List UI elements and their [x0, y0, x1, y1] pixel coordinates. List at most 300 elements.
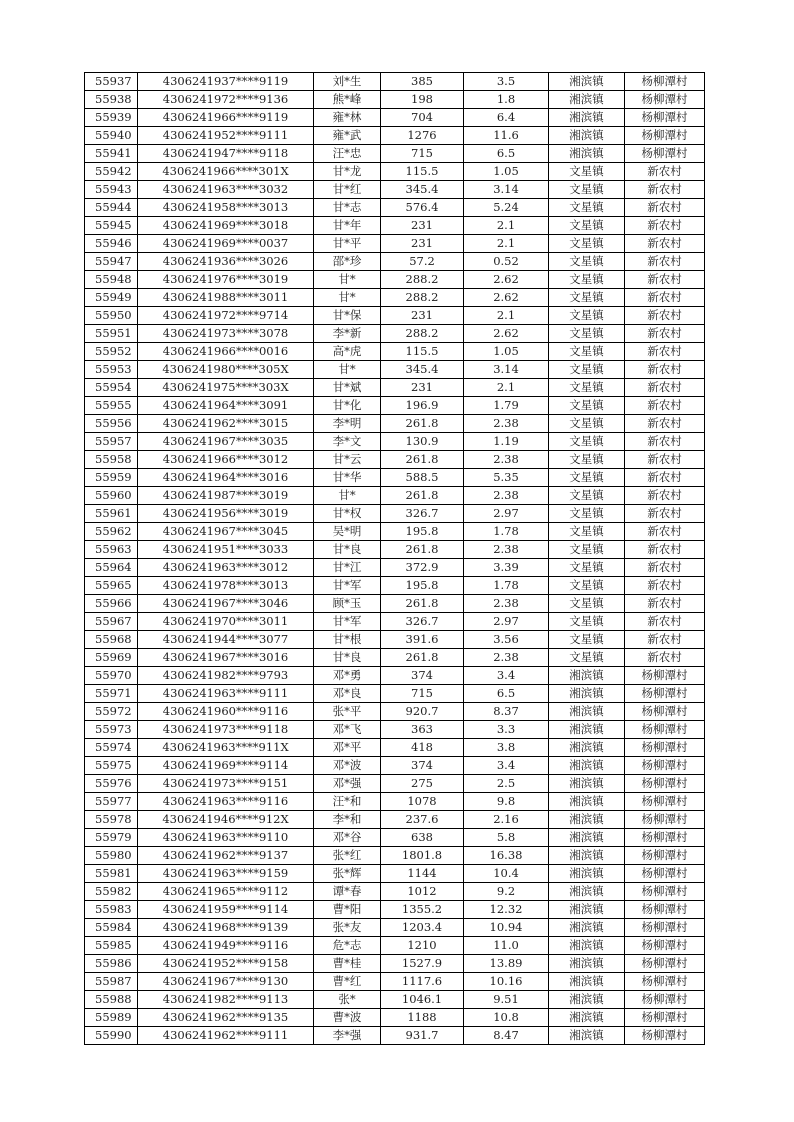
area-cell: 2.38: [464, 487, 549, 505]
amount-cell: 1527.9: [381, 955, 464, 973]
table-row: [85, 631, 705, 649]
id-number-cell: 4306241936****3026: [138, 253, 314, 271]
village-cell: 杨柳潭村: [625, 757, 705, 775]
serial-number-cell: 55952: [85, 343, 138, 361]
town-cell: 文星镇: [549, 199, 625, 217]
name-cell: 张*友: [314, 919, 381, 937]
village-cell: 新农村: [625, 415, 705, 433]
serial-number-cell: 55957: [85, 433, 138, 451]
table-row: [85, 289, 705, 307]
id-number-cell: 4306241973****9151: [138, 775, 314, 793]
area-cell: 2.38: [464, 541, 549, 559]
area-cell: 12.32: [464, 901, 549, 919]
id-number-cell: 4306241963****3012: [138, 559, 314, 577]
area-cell: 2.62: [464, 325, 549, 343]
table-row: [85, 199, 705, 217]
town-cell: 文星镇: [549, 325, 625, 343]
serial-number-cell: 55973: [85, 721, 138, 739]
table-row: [85, 973, 705, 991]
village-cell: 新农村: [625, 343, 705, 361]
id-number-cell: 4306241956****3019: [138, 505, 314, 523]
amount-cell: 261.8: [381, 487, 464, 505]
village-cell: 杨柳潭村: [625, 955, 705, 973]
id-number-cell: 4306241982****9793: [138, 667, 314, 685]
area-cell: 3.3: [464, 721, 549, 739]
area-cell: 9.8: [464, 793, 549, 811]
name-cell: 曹*波: [314, 1009, 381, 1027]
amount-cell: 1012: [381, 883, 464, 901]
id-number-cell: 4306241962****9135: [138, 1009, 314, 1027]
area-cell: 3.14: [464, 181, 549, 199]
area-cell: 3.14: [464, 361, 549, 379]
village-cell: 杨柳潭村: [625, 775, 705, 793]
area-cell: 3.39: [464, 559, 549, 577]
serial-number-cell: 55951: [85, 325, 138, 343]
village-cell: 杨柳潭村: [625, 91, 705, 109]
serial-number-cell: 55969: [85, 649, 138, 667]
name-cell: 邓*平: [314, 739, 381, 757]
town-cell: 文星镇: [549, 289, 625, 307]
serial-number-cell: 55972: [85, 703, 138, 721]
village-cell: 新农村: [625, 289, 705, 307]
table-row: [85, 721, 705, 739]
id-number-cell: 4306241963****9111: [138, 685, 314, 703]
id-number-cell: 4306241972****9136: [138, 91, 314, 109]
area-cell: 1.19: [464, 433, 549, 451]
table-row: [85, 829, 705, 847]
area-cell: 5.8: [464, 829, 549, 847]
table-row: [85, 793, 705, 811]
serial-number-cell: 55984: [85, 919, 138, 937]
table-row: [85, 919, 705, 937]
id-number-cell: 4306241962****9111: [138, 1027, 314, 1045]
town-cell: 湘滨镇: [549, 1009, 625, 1027]
id-number-cell: 4306241970****3011: [138, 613, 314, 631]
table-row: [85, 1009, 705, 1027]
table-row: [85, 811, 705, 829]
table-row: [85, 649, 705, 667]
village-cell: 杨柳潭村: [625, 109, 705, 127]
village-cell: 新农村: [625, 469, 705, 487]
area-cell: 9.51: [464, 991, 549, 1009]
serial-number-cell: 55960: [85, 487, 138, 505]
table-row: [85, 109, 705, 127]
area-cell: 2.1: [464, 307, 549, 325]
town-cell: 文星镇: [549, 271, 625, 289]
amount-cell: 288.2: [381, 271, 464, 289]
town-cell: 湘滨镇: [549, 793, 625, 811]
id-number-cell: 4306241975****303X: [138, 379, 314, 397]
id-number-cell: 4306241967****3016: [138, 649, 314, 667]
area-cell: 2.38: [464, 595, 549, 613]
table-row: [85, 613, 705, 631]
town-cell: 湘滨镇: [549, 775, 625, 793]
town-cell: 文星镇: [549, 235, 625, 253]
name-cell: 甘*军: [314, 577, 381, 595]
id-number-cell: 4306241980****305X: [138, 361, 314, 379]
amount-cell: 1276: [381, 127, 464, 145]
table-row: [85, 91, 705, 109]
name-cell: 曹*红: [314, 973, 381, 991]
area-cell: 2.1: [464, 217, 549, 235]
serial-number-cell: 55953: [85, 361, 138, 379]
table-row: [85, 307, 705, 325]
name-cell: 张*平: [314, 703, 381, 721]
serial-number-cell: 55939: [85, 109, 138, 127]
serial-number-cell: 55970: [85, 667, 138, 685]
town-cell: 湘滨镇: [549, 721, 625, 739]
serial-number-cell: 55948: [85, 271, 138, 289]
name-cell: 甘*: [314, 361, 381, 379]
town-cell: 湘滨镇: [549, 811, 625, 829]
serial-number-cell: 55950: [85, 307, 138, 325]
amount-cell: 1046.1: [381, 991, 464, 1009]
town-cell: 文星镇: [549, 397, 625, 415]
town-cell: 湘滨镇: [549, 937, 625, 955]
name-cell: 雍*林: [314, 109, 381, 127]
area-cell: 0.52: [464, 253, 549, 271]
id-number-cell: 4306241952****9158: [138, 955, 314, 973]
amount-cell: 261.8: [381, 649, 464, 667]
table-row: [85, 775, 705, 793]
id-number-cell: 4306241937****9119: [138, 73, 314, 91]
village-cell: 杨柳潭村: [625, 919, 705, 937]
name-cell: 甘*: [314, 289, 381, 307]
area-cell: 10.16: [464, 973, 549, 991]
village-cell: 杨柳潭村: [625, 703, 705, 721]
name-cell: 邵*珍: [314, 253, 381, 271]
area-cell: 3.8: [464, 739, 549, 757]
id-number-cell: 4306241964****3016: [138, 469, 314, 487]
table-row: [85, 685, 705, 703]
amount-cell: 1355.2: [381, 901, 464, 919]
village-cell: 新农村: [625, 451, 705, 469]
name-cell: 甘*红: [314, 181, 381, 199]
town-cell: 文星镇: [549, 541, 625, 559]
village-cell: 新农村: [625, 163, 705, 181]
amount-cell: 374: [381, 667, 464, 685]
area-cell: 6.5: [464, 145, 549, 163]
table-row: [85, 865, 705, 883]
town-cell: 湘滨镇: [549, 127, 625, 145]
name-cell: 邓*良: [314, 685, 381, 703]
id-number-cell: 4306241978****3013: [138, 577, 314, 595]
town-cell: 湘滨镇: [549, 883, 625, 901]
data-table: [84, 72, 705, 1045]
area-cell: 1.78: [464, 523, 549, 541]
amount-cell: 1210: [381, 937, 464, 955]
amount-cell: 57.2: [381, 253, 464, 271]
amount-cell: 588.5: [381, 469, 464, 487]
table-row: [85, 937, 705, 955]
id-number-cell: 4306241963****9116: [138, 793, 314, 811]
id-number-cell: 4306241963****9110: [138, 829, 314, 847]
village-cell: 杨柳潭村: [625, 829, 705, 847]
area-cell: 2.38: [464, 649, 549, 667]
serial-number-cell: 55974: [85, 739, 138, 757]
id-number-cell: 4306241947****9118: [138, 145, 314, 163]
name-cell: 顾*玉: [314, 595, 381, 613]
town-cell: 湘滨镇: [549, 991, 625, 1009]
table-row: [85, 361, 705, 379]
amount-cell: 576.4: [381, 199, 464, 217]
id-number-cell: 4306241969****3018: [138, 217, 314, 235]
village-cell: 新农村: [625, 559, 705, 577]
town-cell: 文星镇: [549, 415, 625, 433]
name-cell: 曹*桂: [314, 955, 381, 973]
serial-number-cell: 55964: [85, 559, 138, 577]
amount-cell: 231: [381, 307, 464, 325]
village-cell: 新农村: [625, 253, 705, 271]
serial-number-cell: 55940: [85, 127, 138, 145]
name-cell: 甘*云: [314, 451, 381, 469]
id-number-cell: 4306241967****9130: [138, 973, 314, 991]
village-cell: 杨柳潭村: [625, 145, 705, 163]
table-row: [85, 739, 705, 757]
area-cell: 1.8: [464, 91, 549, 109]
amount-cell: 261.8: [381, 415, 464, 433]
area-cell: 10.94: [464, 919, 549, 937]
table-row: [85, 757, 705, 775]
village-cell: 杨柳潭村: [625, 739, 705, 757]
id-number-cell: 4306241960****9116: [138, 703, 314, 721]
village-cell: 新农村: [625, 487, 705, 505]
area-cell: 2.38: [464, 415, 549, 433]
village-cell: 杨柳潭村: [625, 847, 705, 865]
name-cell: 吴*明: [314, 523, 381, 541]
area-cell: 2.1: [464, 379, 549, 397]
amount-cell: 1117.6: [381, 973, 464, 991]
amount-cell: 715: [381, 685, 464, 703]
amount-cell: 931.7: [381, 1027, 464, 1045]
table-row: [85, 1027, 705, 1045]
serial-number-cell: 55938: [85, 91, 138, 109]
amount-cell: 130.9: [381, 433, 464, 451]
id-number-cell: 4306241969****0037: [138, 235, 314, 253]
area-cell: 2.38: [464, 451, 549, 469]
table-row: [85, 343, 705, 361]
serial-number-cell: 55988: [85, 991, 138, 1009]
town-cell: 湘滨镇: [549, 73, 625, 91]
village-cell: 杨柳潭村: [625, 1009, 705, 1027]
name-cell: 李*文: [314, 433, 381, 451]
area-cell: 1.79: [464, 397, 549, 415]
name-cell: 甘*良: [314, 541, 381, 559]
town-cell: 文星镇: [549, 649, 625, 667]
area-cell: 16.38: [464, 847, 549, 865]
table-row: [85, 181, 705, 199]
serial-number-cell: 55958: [85, 451, 138, 469]
area-cell: 10.4: [464, 865, 549, 883]
table-row: [85, 271, 705, 289]
town-cell: 文星镇: [549, 451, 625, 469]
village-cell: 杨柳潭村: [625, 1027, 705, 1045]
amount-cell: 1144: [381, 865, 464, 883]
id-number-cell: 4306241946****912X: [138, 811, 314, 829]
amount-cell: 115.5: [381, 163, 464, 181]
table-row: [85, 145, 705, 163]
serial-number-cell: 55954: [85, 379, 138, 397]
id-number-cell: 4306241949****9116: [138, 937, 314, 955]
village-cell: 杨柳潭村: [625, 811, 705, 829]
serial-number-cell: 55942: [85, 163, 138, 181]
id-number-cell: 4306241963****911X: [138, 739, 314, 757]
amount-cell: 326.7: [381, 613, 464, 631]
id-number-cell: 4306241969****9114: [138, 757, 314, 775]
serial-number-cell: 55944: [85, 199, 138, 217]
village-cell: 新农村: [625, 325, 705, 343]
name-cell: 张*: [314, 991, 381, 1009]
serial-number-cell: 55946: [85, 235, 138, 253]
table-row: [85, 325, 705, 343]
amount-cell: 704: [381, 109, 464, 127]
area-cell: 11.0: [464, 937, 549, 955]
serial-number-cell: 55980: [85, 847, 138, 865]
table-row: [85, 127, 705, 145]
area-cell: 2.62: [464, 271, 549, 289]
area-cell: 1.05: [464, 343, 549, 361]
serial-number-cell: 55976: [85, 775, 138, 793]
amount-cell: 231: [381, 235, 464, 253]
amount-cell: 261.8: [381, 595, 464, 613]
village-cell: 新农村: [625, 271, 705, 289]
table-row: [85, 163, 705, 181]
town-cell: 湘滨镇: [549, 685, 625, 703]
serial-number-cell: 55990: [85, 1027, 138, 1045]
name-cell: 谭*春: [314, 883, 381, 901]
name-cell: 甘*龙: [314, 163, 381, 181]
area-cell: 10.8: [464, 1009, 549, 1027]
serial-number-cell: 55955: [85, 397, 138, 415]
table-row: [85, 577, 705, 595]
id-number-cell: 4306241966****301X: [138, 163, 314, 181]
town-cell: 湘滨镇: [549, 757, 625, 775]
village-cell: 新农村: [625, 217, 705, 235]
amount-cell: 261.8: [381, 451, 464, 469]
name-cell: 汪*忠: [314, 145, 381, 163]
amount-cell: 363: [381, 721, 464, 739]
serial-number-cell: 55977: [85, 793, 138, 811]
serial-number-cell: 55949: [85, 289, 138, 307]
table-body: [85, 73, 705, 1045]
village-cell: 杨柳潭村: [625, 793, 705, 811]
name-cell: 甘*权: [314, 505, 381, 523]
table-row: [85, 667, 705, 685]
town-cell: 湘滨镇: [549, 703, 625, 721]
table-row: [85, 703, 705, 721]
amount-cell: 385: [381, 73, 464, 91]
town-cell: 文星镇: [549, 469, 625, 487]
name-cell: 邓*飞: [314, 721, 381, 739]
area-cell: 3.4: [464, 757, 549, 775]
area-cell: 3.56: [464, 631, 549, 649]
table-row: [85, 235, 705, 253]
town-cell: 湘滨镇: [549, 145, 625, 163]
area-cell: 8.47: [464, 1027, 549, 1045]
town-cell: 湘滨镇: [549, 739, 625, 757]
area-cell: 9.2: [464, 883, 549, 901]
table-row: [85, 505, 705, 523]
table-row: [85, 469, 705, 487]
name-cell: 雍*武: [314, 127, 381, 145]
id-number-cell: 4306241987****3019: [138, 487, 314, 505]
village-cell: 新农村: [625, 613, 705, 631]
area-cell: 2.5: [464, 775, 549, 793]
amount-cell: 237.6: [381, 811, 464, 829]
name-cell: 甘*年: [314, 217, 381, 235]
serial-number-cell: 55963: [85, 541, 138, 559]
town-cell: 湘滨镇: [549, 865, 625, 883]
serial-number-cell: 55978: [85, 811, 138, 829]
village-cell: 杨柳潭村: [625, 721, 705, 739]
village-cell: 杨柳潭村: [625, 667, 705, 685]
amount-cell: 638: [381, 829, 464, 847]
village-cell: 新农村: [625, 595, 705, 613]
town-cell: 文星镇: [549, 163, 625, 181]
area-cell: 11.6: [464, 127, 549, 145]
name-cell: 李*和: [314, 811, 381, 829]
town-cell: 文星镇: [549, 505, 625, 523]
table-row: [85, 379, 705, 397]
serial-number-cell: 55989: [85, 1009, 138, 1027]
table-row: [85, 883, 705, 901]
village-cell: 杨柳潭村: [625, 937, 705, 955]
amount-cell: 195.8: [381, 577, 464, 595]
serial-number-cell: 55945: [85, 217, 138, 235]
id-number-cell: 4306241967****3046: [138, 595, 314, 613]
serial-number-cell: 55986: [85, 955, 138, 973]
serial-number-cell: 55941: [85, 145, 138, 163]
town-cell: 文星镇: [549, 217, 625, 235]
area-cell: 13.89: [464, 955, 549, 973]
area-cell: 5.35: [464, 469, 549, 487]
name-cell: 甘*华: [314, 469, 381, 487]
id-number-cell: 4306241951****3033: [138, 541, 314, 559]
serial-number-cell: 55937: [85, 73, 138, 91]
town-cell: 湘滨镇: [549, 973, 625, 991]
serial-number-cell: 55962: [85, 523, 138, 541]
table-row: [85, 541, 705, 559]
village-cell: 新农村: [625, 433, 705, 451]
area-cell: 2.97: [464, 505, 549, 523]
serial-number-cell: 55983: [85, 901, 138, 919]
serial-number-cell: 55968: [85, 631, 138, 649]
area-cell: 2.97: [464, 613, 549, 631]
village-cell: 杨柳潭村: [625, 973, 705, 991]
table-row: [85, 559, 705, 577]
table-row: [85, 415, 705, 433]
amount-cell: 288.2: [381, 325, 464, 343]
village-cell: 新农村: [625, 379, 705, 397]
town-cell: 文星镇: [549, 523, 625, 541]
village-cell: 杨柳潭村: [625, 685, 705, 703]
serial-number-cell: 55979: [85, 829, 138, 847]
table-row: [85, 433, 705, 451]
village-cell: 新农村: [625, 631, 705, 649]
amount-cell: 345.4: [381, 181, 464, 199]
table-row: [85, 451, 705, 469]
village-cell: 新农村: [625, 397, 705, 415]
village-cell: 新农村: [625, 361, 705, 379]
name-cell: 熊*峰: [314, 91, 381, 109]
serial-number-cell: 55985: [85, 937, 138, 955]
town-cell: 湘滨镇: [549, 109, 625, 127]
amount-cell: 345.4: [381, 361, 464, 379]
table-row: [85, 523, 705, 541]
town-cell: 湘滨镇: [549, 91, 625, 109]
area-cell: 2.1: [464, 235, 549, 253]
amount-cell: 115.5: [381, 343, 464, 361]
